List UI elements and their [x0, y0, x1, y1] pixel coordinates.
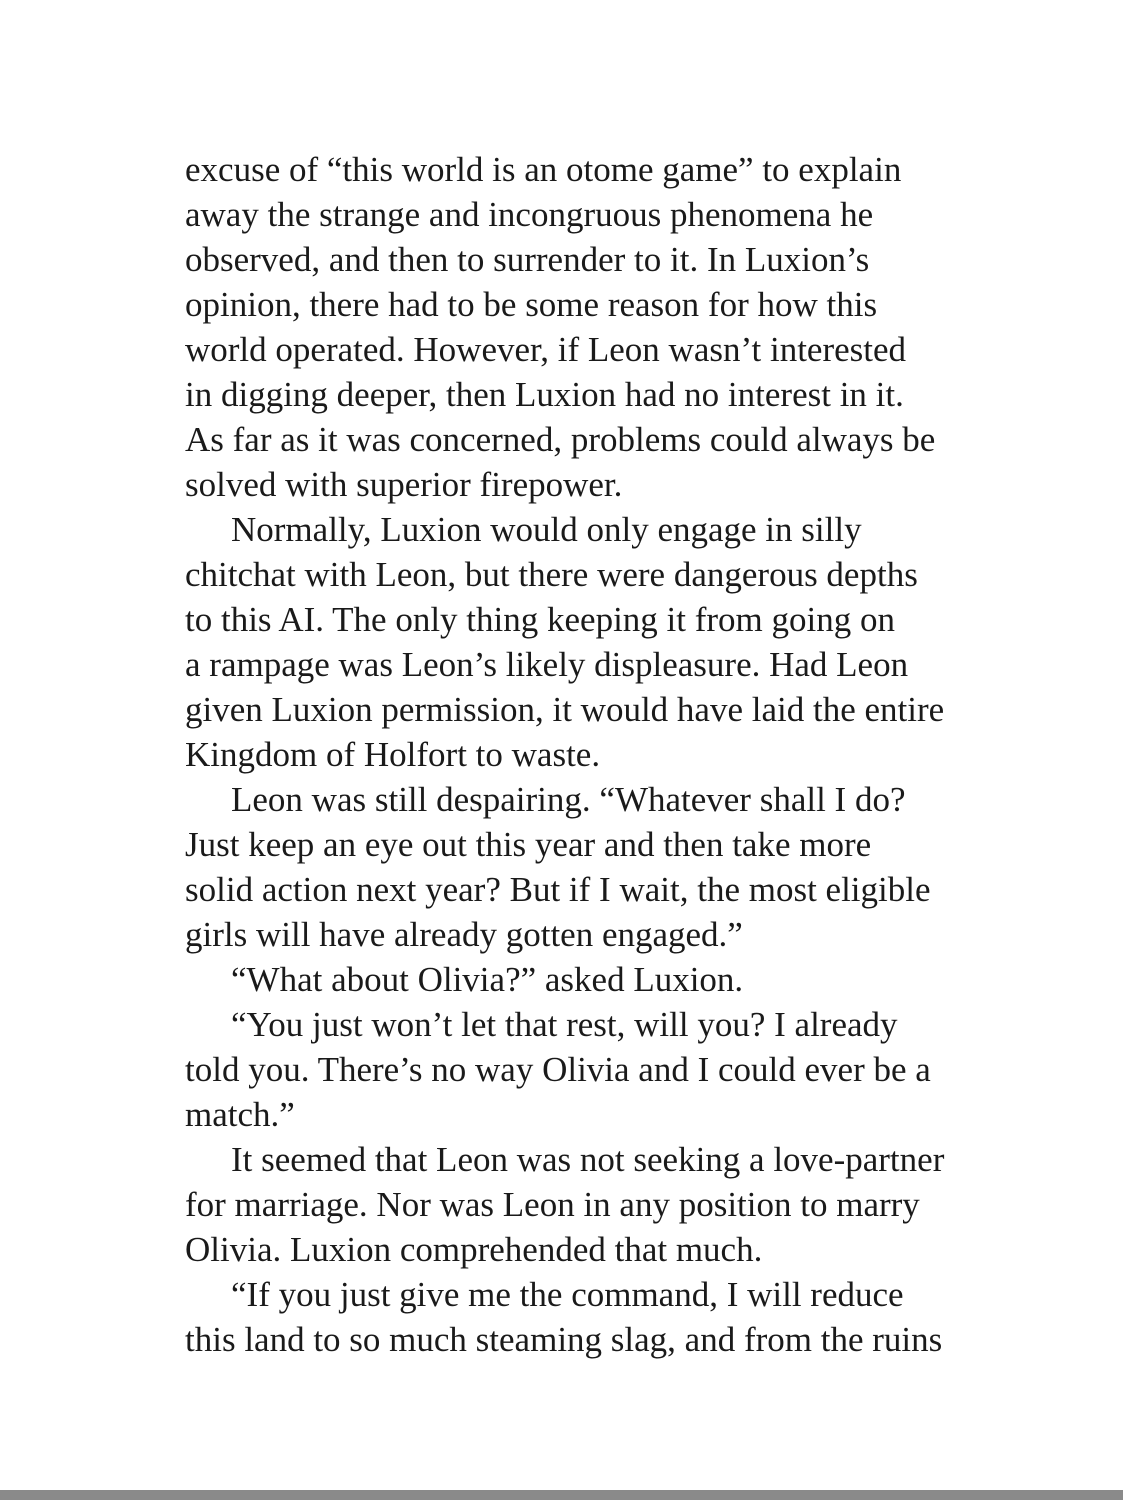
- page-text: [185, 147, 985, 1362]
- text-line: match.”: [185, 1095, 295, 1134]
- paragraph-start-line: It seemed that Leon was not seeking a love-partner: [231, 1140, 945, 1179]
- text-line: As far as it was concerned, problems could always be: [185, 420, 936, 459]
- text-line: away the strange and incongruous phenomena he: [185, 195, 874, 234]
- paragraph-start-line: “What about Olivia?” asked Luxion.: [231, 960, 744, 999]
- text-line: solid action next year? But if I wait, the most eligible: [185, 870, 931, 909]
- text-line: a rampage was Leon’s likely displeasure. Had Leon: [185, 645, 909, 684]
- text-line: observed, and then to surrender to it. In Luxion’s: [185, 240, 870, 279]
- paragraph-start-line: Leon was still despairing. “Whatever shall I do?: [231, 780, 906, 819]
- text-line: this land to so much steaming slag, and from the ruins: [185, 1320, 943, 1359]
- text-line: Kingdom of Holfort to waste.: [185, 735, 601, 774]
- text-line: world operated. However, if Leon wasn’t interested: [185, 330, 907, 369]
- text-line: in digging deeper, then Luxion had no interest in it.: [185, 375, 904, 414]
- text-line: told you. There’s no way Olivia and I could ever be a: [185, 1050, 931, 1089]
- text-line: solved with superior firepower.: [185, 465, 623, 504]
- text-line: excuse of “this world is an otome game” to explain: [185, 150, 902, 189]
- paragraph-start-line: Normally, Luxion would only engage in silly: [231, 510, 862, 549]
- text-line: for marriage. Nor was Leon in any position to marry: [185, 1185, 920, 1224]
- text-line: chitchat with Leon, but there were dangerous depths: [185, 555, 918, 594]
- text-line: Olivia. Luxion comprehended that much.: [185, 1230, 763, 1269]
- paragraph-start-line: “If you just give me the command, I will reduce: [231, 1275, 904, 1314]
- paragraph-start-line: “You just won’t let that rest, will you? I already: [231, 1005, 898, 1044]
- text-line: to this AI. The only thing keeping it from going on: [185, 600, 895, 639]
- text-line: given Luxion permission, it would have laid the entire: [185, 690, 945, 729]
- bottom-scroll-bar: [0, 1490, 1123, 1500]
- text-line: Just keep an eye out this year and then take more: [185, 825, 872, 864]
- text-line: girls will have already gotten engaged.”: [185, 915, 743, 954]
- text-line: opinion, there had to be some reason for how this: [185, 285, 878, 324]
